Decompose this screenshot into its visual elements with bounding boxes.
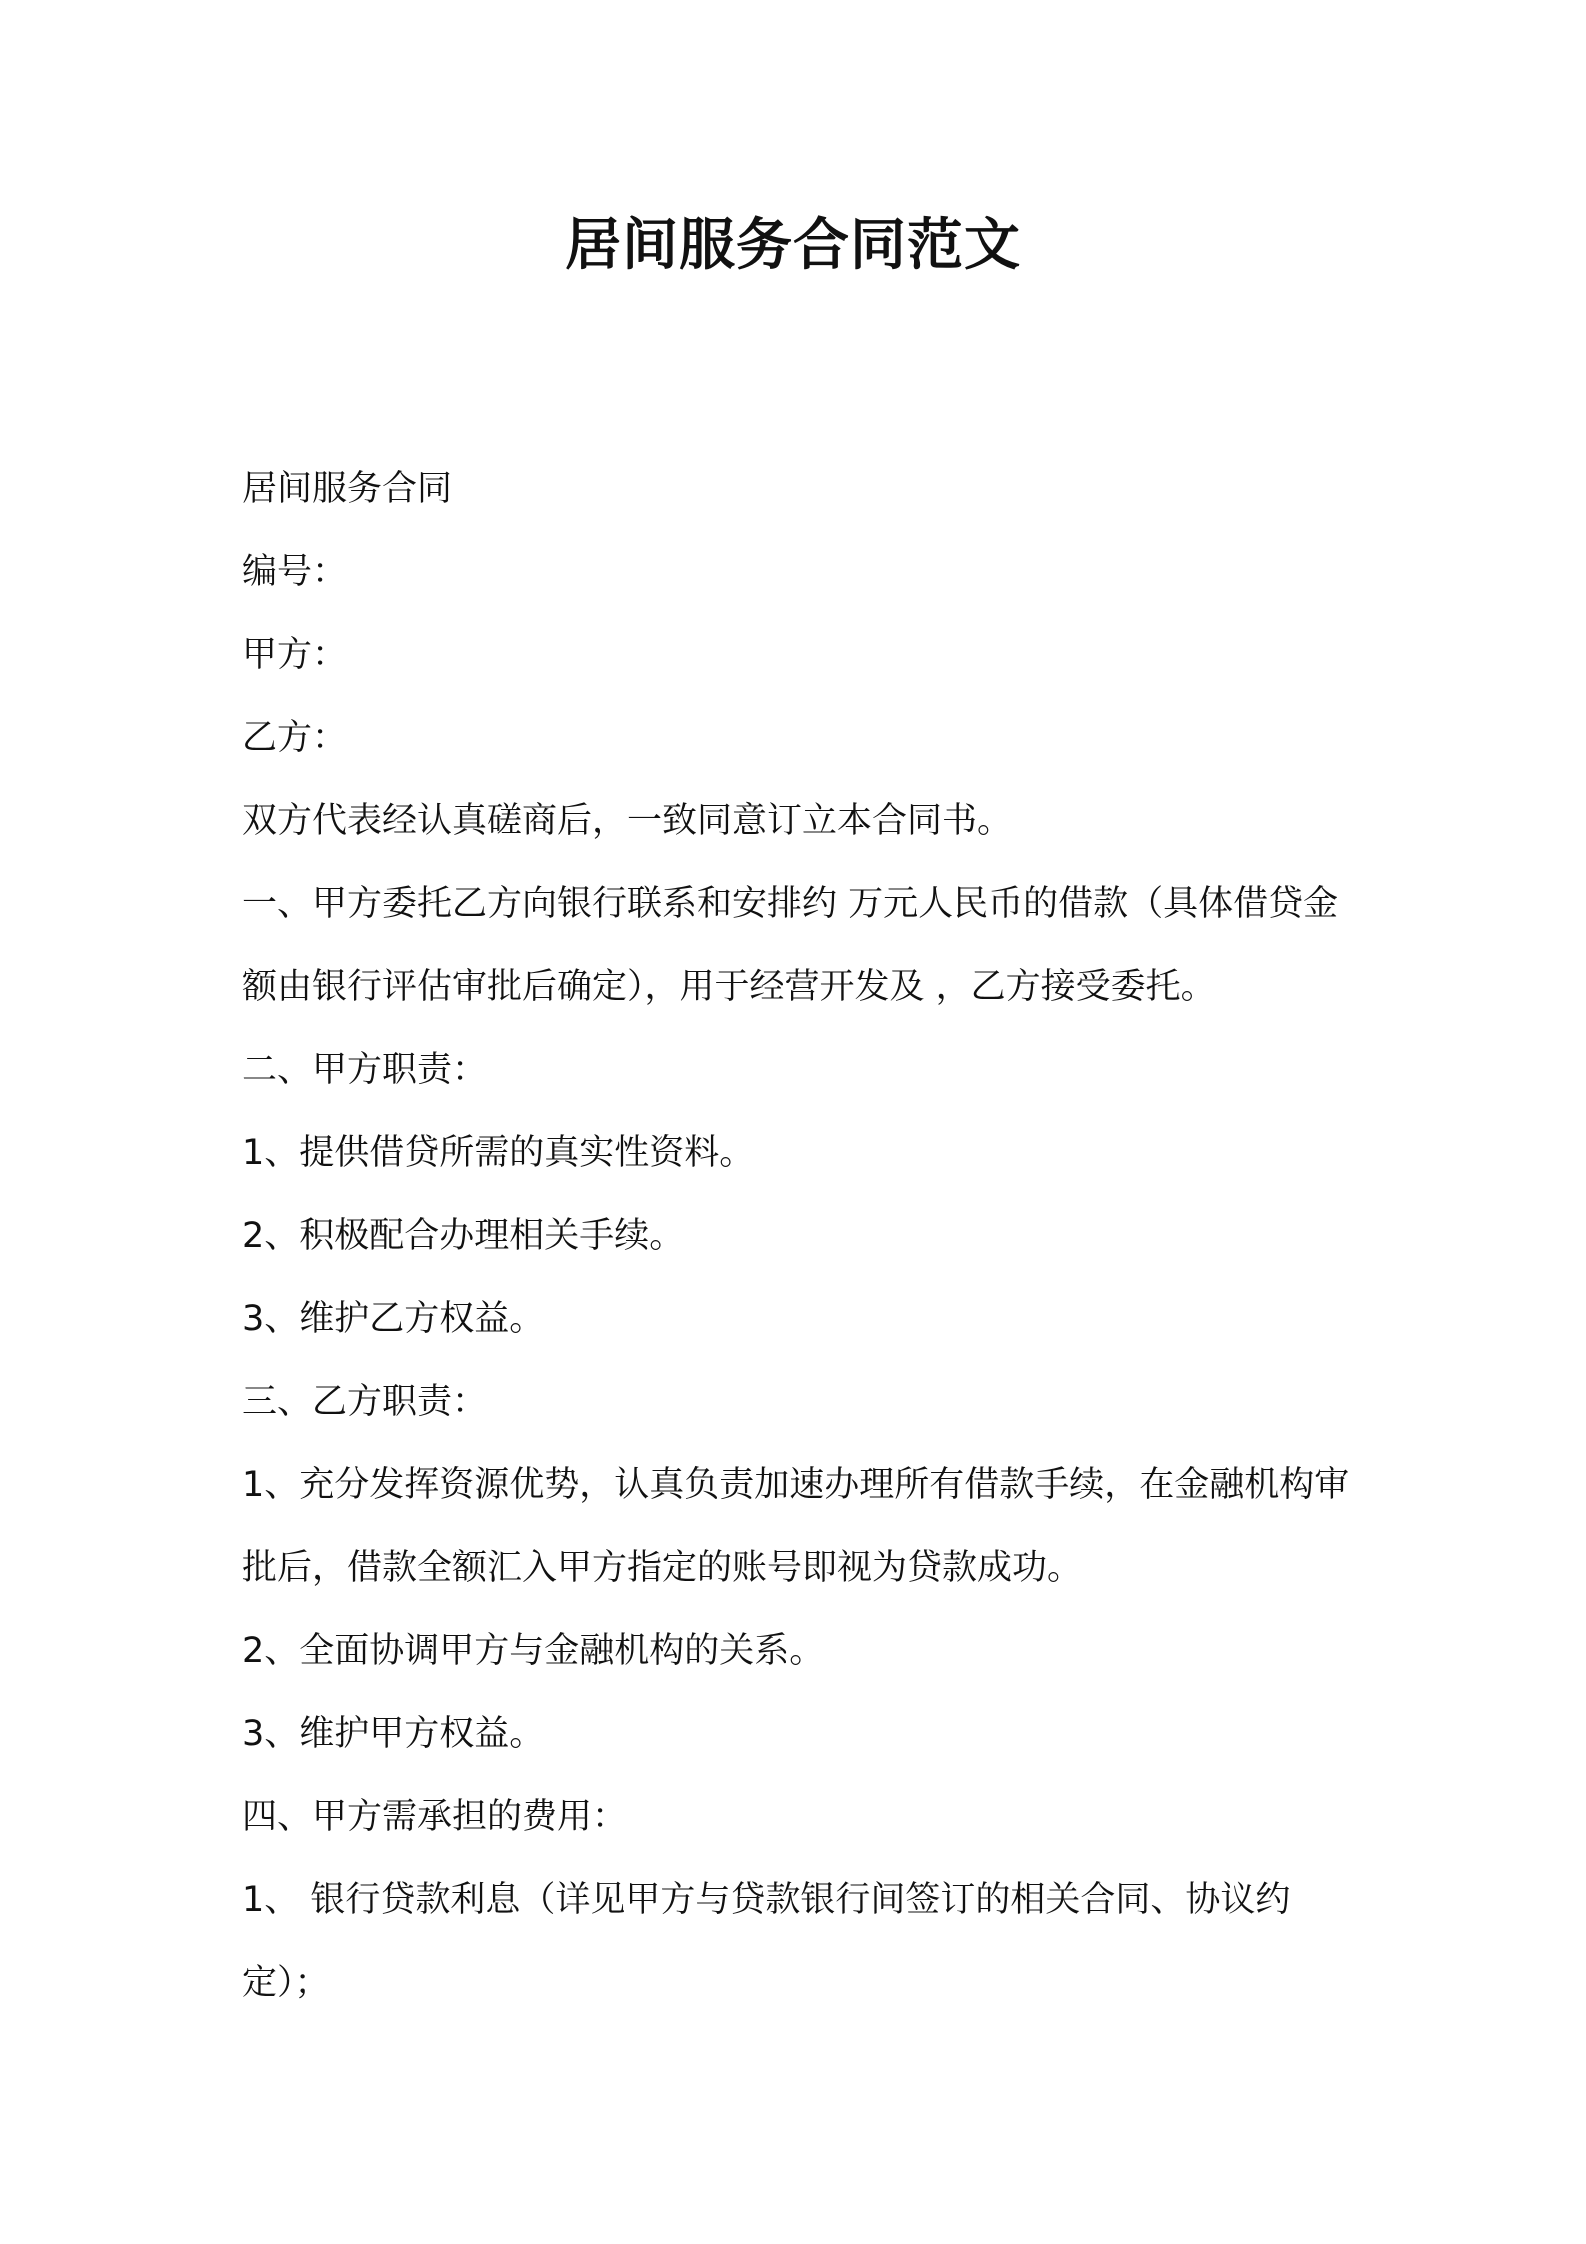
paragraph-a-duty-1: 1、提供借贷所需的真实性资料。	[242, 1133, 755, 1173]
document-body	[242, 448, 1364, 2025]
paragraph-b-duty-3: 3、维护甲方权益。	[242, 1714, 545, 1754]
heading-party-a-duties: 二、甲方职责：	[242, 1050, 488, 1090]
paragraph-a-duty-2: 2、积极配合办理相关手续。	[242, 1216, 685, 1256]
paragraph-fee-1: 1、 银行贷款利息（详见甲方与贷款银行间签订的相关合同、协议约定）；	[242, 1880, 1291, 2003]
paragraph-party-b: 乙方：	[242, 718, 348, 758]
paragraph-agreement: 双方代表经认真磋商后，一致同意订立本合同书。	[242, 801, 1013, 841]
paragraph-contract-number: 编号：	[242, 552, 348, 592]
paragraph-b-duty-1: 1、充分发挥资源优势，认真负责加速办理所有借款手续，在金融机构审批后，借款全额汇入甲方指定的账号即视为贷款成功。	[242, 1465, 1350, 1588]
paragraph-party-a: 甲方：	[242, 635, 348, 675]
paragraph-contract-name: 居间服务合同	[242, 469, 453, 509]
paragraph-a-duty-3: 3、维护乙方权益。	[242, 1299, 545, 1339]
heading-party-a-fees: 四、甲方需承担的费用：	[242, 1797, 628, 1837]
document-title: 居间服务合同范文	[565, 213, 1021, 278]
heading-party-b-duties: 三、乙方职责：	[242, 1382, 488, 1422]
paragraph-clause-1: 一、甲方委托乙方向银行联系和安排约 万元人民币的借款（具体借贷金额由银行评估审批后确定），用于经营开发及 ，乙方接受委托。	[242, 884, 1339, 1007]
paragraph-b-duty-2: 2、全面协调甲方与金融机构的关系。	[242, 1631, 825, 1671]
